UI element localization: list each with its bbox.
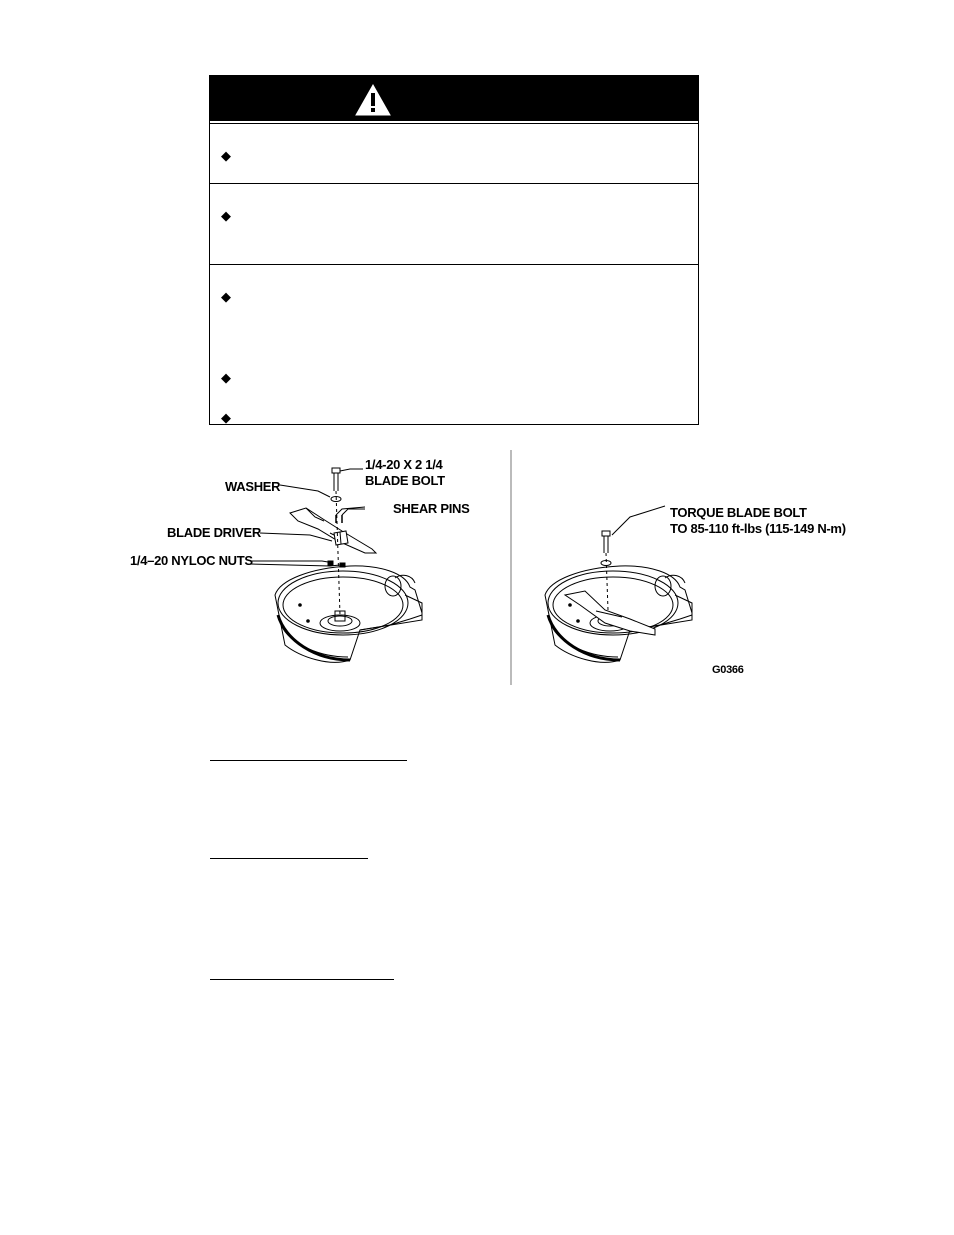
torque-label: TORQUE BLADE BOLT bbox=[670, 505, 807, 520]
heading-underline bbox=[210, 760, 407, 761]
warning-divider bbox=[210, 123, 698, 124]
warning-bullet: ◆ bbox=[221, 410, 231, 425]
heading-underline bbox=[210, 858, 368, 859]
figure-code: G0366 bbox=[712, 664, 744, 676]
torque-value-label: TO 85-110 ft-lbs (115-149 N-m) bbox=[670, 521, 846, 536]
warning-bullet: ◆ bbox=[221, 370, 231, 385]
blade-bolt-label: BLADE BOLT bbox=[365, 473, 445, 488]
heading-underline bbox=[210, 979, 394, 980]
bolt-size-label: 1/4-20 X 2 1/4 bbox=[365, 457, 443, 472]
warning-box bbox=[209, 75, 699, 425]
nyloc-nuts-label: 1/4–20 NYLOC NUTS bbox=[130, 553, 253, 568]
warning-triangle-icon bbox=[355, 84, 391, 116]
blade-driver-label: BLADE DRIVER bbox=[167, 525, 261, 540]
warning-bullet: ◆ bbox=[221, 148, 231, 163]
shear-pins-label: SHEAR PINS bbox=[393, 501, 470, 516]
warning-header bbox=[210, 76, 698, 121]
blade-installation-figure bbox=[110, 445, 850, 690]
warning-bullet: ◆ bbox=[221, 289, 231, 304]
warning-bullet: ◆ bbox=[221, 208, 231, 223]
warning-divider bbox=[210, 183, 698, 184]
washer-label: WASHER bbox=[225, 479, 281, 494]
warning-divider bbox=[210, 264, 698, 265]
